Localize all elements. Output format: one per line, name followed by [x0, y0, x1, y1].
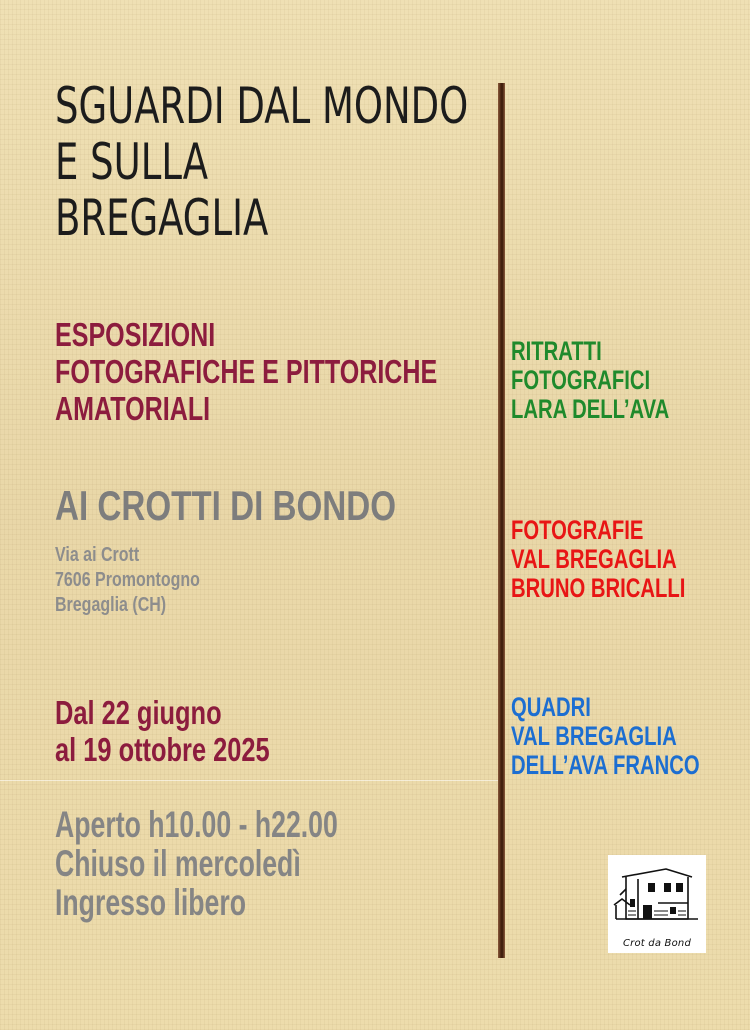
- address-line-3: Bregaglia (CH): [55, 594, 167, 616]
- exhibit-1-line-1: RITRATTI: [511, 336, 602, 366]
- subtitle-line-2: FOTOGRAFICHE E PITTORICHE: [55, 353, 438, 390]
- vertical-divider: [498, 83, 505, 958]
- venue-address: [55, 543, 200, 618]
- title-line-1: SGUARDI DAL MONDO: [55, 77, 469, 135]
- hours-line-1: Aperto h10.00 - h22.00: [55, 804, 338, 845]
- poster-title: [55, 78, 468, 246]
- hours-line-3: Ingresso libero: [55, 882, 246, 923]
- subtitle-line-3: AMATORIALI: [55, 390, 211, 427]
- exhibit-photographs: [511, 516, 685, 603]
- exhibit-2-line-1: FOTOGRAFIE: [511, 515, 644, 545]
- exhibit-3-line-3: DELL’AVA FRANCO: [511, 750, 700, 780]
- address-line-1: Via ai Crott: [55, 544, 140, 566]
- exhibit-3-line-1: QUADRI: [511, 692, 591, 722]
- house-drawing-icon: [608, 855, 706, 931]
- address-line-2: 7606 Promontogno: [55, 569, 200, 591]
- exhibit-1-line-2: FOTOGRAFICI: [511, 365, 651, 395]
- logo-text: Crot da Bond: [622, 938, 692, 949]
- exhibition-subtitle: [55, 316, 437, 427]
- crot-da-bond-logo: [608, 855, 706, 953]
- exhibit-paintings: [511, 693, 700, 780]
- exhibition-dates: [55, 694, 270, 768]
- horizontal-divider: [0, 780, 498, 781]
- exhibit-portraits: [511, 337, 669, 424]
- title-line-3: BREGAGLIA: [55, 189, 269, 247]
- dates-line-1: Dal 22 giugno: [55, 694, 222, 731]
- opening-hours: [55, 805, 338, 922]
- exhibit-1-line-3: LARA DELL’AVA: [511, 394, 670, 424]
- exhibit-2-line-3: BRUNO BRICALLI: [511, 573, 686, 603]
- exhibit-3-line-2: VAL BREGAGLIA: [511, 721, 677, 751]
- hours-line-2: Chiuso il mercoledì: [55, 843, 301, 884]
- venue-name: AI CROTTI DI BONDO: [55, 482, 397, 529]
- exhibit-2-line-2: VAL BREGAGLIA: [511, 544, 677, 574]
- subtitle-line-1: ESPOSIZIONI: [55, 316, 216, 353]
- dates-line-2: al 19 ottobre 2025: [55, 731, 270, 768]
- title-line-2: E SULLA: [55, 133, 209, 191]
